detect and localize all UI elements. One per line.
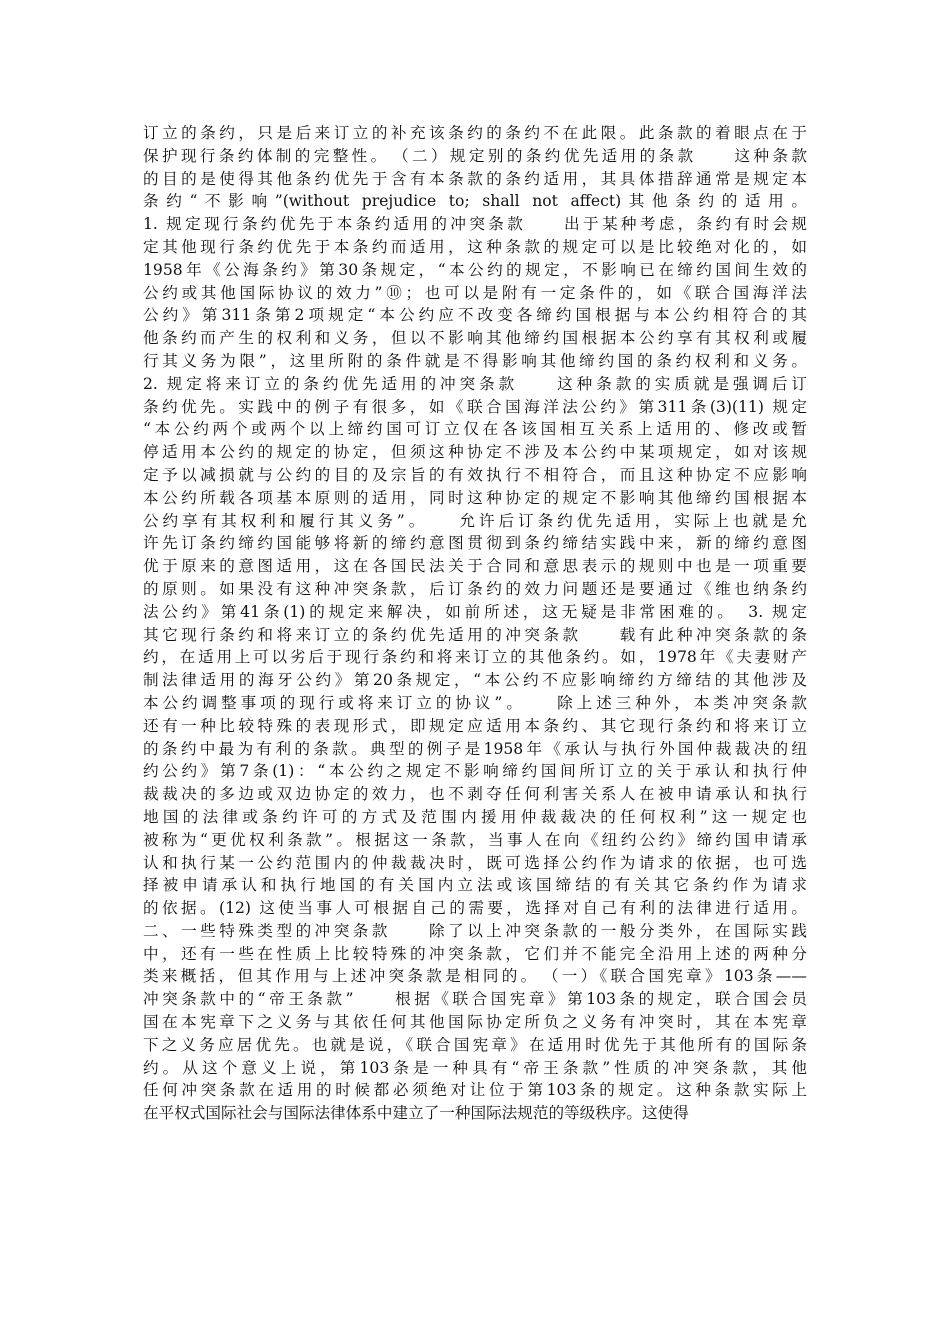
text-line: 被称为“更优权利条款”。根据这一条款，当事人在向《纽约公约》缔约国申请承 xyxy=(143,830,807,849)
text-line: 的目的是使得其他条约优先于含有本条款的条约适用，其具体措辞通常是规定本 xyxy=(143,169,807,188)
text-line: 定其他现行条约优先于本条约而适用，这种条款的规定可以是比较绝对化的，如 xyxy=(143,237,807,256)
text-line: 本公约所载各项基本原则的适用，同时这种协定的规定不影响其他缔约国根据本 xyxy=(143,488,807,507)
text-line: 条约优先。实践中的例子有很多，如《联合国海洋法公约》第311条(3)(11) 规定 xyxy=(143,397,807,416)
text-line: 冲突条款中的“帝王条款” 根据《联合国宪章》第103条的规定，联合国会员 xyxy=(143,990,807,1009)
text-line: 类来概括，但其作用与上述冲突条款是相同的。 （一）《联合国宪章》103条—— xyxy=(143,967,807,986)
text-line: 其它现行条约和将来订立的条约优先适用的冲突条款 载有此种冲突条款的条 xyxy=(143,625,807,644)
text-line: 公约享有其权利和履行其义务”。 允许后订条约优先适用，实际上也就是允 xyxy=(143,511,807,530)
text-line: 地国的法律或条约许可的方式及范围内援用仲裁裁决的任何权利”这一规定也 xyxy=(143,807,807,826)
text-line: 约，在适用上可以劣后于现行条约和将来订立的其他条约。如，1978年《夫妻财产 xyxy=(143,648,807,667)
text-line: 二、一些特殊类型的冲突条款 除了以上冲突条款的一般分类外，在国际实践 xyxy=(143,921,807,940)
text-line: 制法律适用的海牙公约》第20条规定，“本公约不应影响缔约方缔结的其他涉及 xyxy=(143,671,807,690)
text-line: 行其义务为限”，这里所附的条件就是不得影响其他缔约国的条约权利和义务。 xyxy=(143,351,807,370)
text-line: 2. 规定将来订立的条约优先适用的冲突条款 这种条款的实质就是强调后订 xyxy=(143,374,807,393)
text-line: 他条约而产生的权利和义务，但以不影响其他缔约国根据本公约享有其权利或履 xyxy=(143,329,807,348)
text-line: 订立的条约，只是后来订立的补充该条约的条约不在此限。此条款的着眼点在于 xyxy=(143,124,807,142)
text-line: 的原则。如果没有这种冲突条款，后订条约的效力问题还是要通过《维也纳条约 xyxy=(143,579,807,598)
text-line: 公约》第311条第2项规定“本公约应不改变各缔约国根据与本公约相符合的其 xyxy=(143,306,807,325)
body-text xyxy=(143,122,807,1125)
text-line: 约公约》第7条(1)：“本公约之规定不影响缔约国间所订立的关于承认和执行仲 xyxy=(143,762,807,781)
text-line: 的条约中最为有利的条款。典型的例子是1958年《承认与执行外国仲裁裁决的纽 xyxy=(143,739,807,758)
text-line: 还有一种比较特殊的表现形式，即规定应适用本条约、其它现行条约和将来订立 xyxy=(143,716,807,735)
text-line: 1. 规定现行条约优先于本条约适用的冲突条款 出于某种考虑，条约有时会规 xyxy=(143,215,807,234)
text-line: 优于原来的意图适用，这在各国民法关于合同和意思表示的规则中也是一项重要 xyxy=(143,557,807,576)
text-line: 任何冲突条款在适用的时候都必须绝对让位于第103条的规定。这种条款实际上 xyxy=(143,1081,807,1100)
text-line: 国在本宪章下之义务与其依任何其他国际协定所负之义务有冲突时，其在本宪章 xyxy=(143,1013,807,1032)
text-line: 裁裁决的多边或双边协定的效力，也不剥夺任何利害关系人在被申请承认和执行 xyxy=(143,785,807,804)
text-line: 中，还有一些在性质上比较特殊的冲突条款，它们并不能完全沿用上述的两种分 xyxy=(143,944,807,963)
text-line: 许先订条约缔约国能够将新的缔约意图贯彻到条约缔结实践中来，新的缔约意图 xyxy=(143,534,807,553)
text-line: 1958年《公海条约》第30条规定，“本公约的规定，不影响已在缔约国间生效的 xyxy=(143,260,807,279)
text-line: 定予以减损就与公约的目的及宗旨的有效执行不相符合，而且这种协定不应影响 xyxy=(143,465,807,484)
text-line: 在平权式国际社会与国际法律体系中建立了一种国际法规范的等级秩序。这使得 xyxy=(143,1104,689,1123)
text-line: 认和执行某一公约范围内的仲裁裁决时，既可选择公约作为请求的依据，也可选 xyxy=(143,853,807,872)
text-line: 约。从这个意义上说，第103条是一种具有“帝王条款”性质的冲突条款，其他 xyxy=(143,1058,807,1077)
text-line: 本公约调整事项的现行或将来订立的协议”。 除上述三种外，本类冲突条款 xyxy=(143,693,807,712)
text-line: 保护现行条约体制的完整性。 （二）规定别的条约优先适用的条款 这种条款 xyxy=(143,146,807,165)
text-line: 条约“不影响”(without prejudice to; shall not affect)其他条约的适用。 xyxy=(143,192,807,211)
text-line: 停适用本公约的规定的协定，但须这种协定不涉及本公约中某项规定，如对该规 xyxy=(143,443,807,462)
text-line: 择被申请承认和执行地国的有关国内立法或该国缔结的有关其它条约作为请求 xyxy=(143,876,807,895)
text-line: 法公约》第41条(1)的规定来解决，如前所述，这无疑是非常困难的。 3. 规定 xyxy=(143,602,807,621)
text-line: 的依据。(12) 这使当事人可根据自己的需要，选择对自己有利的法律进行适用。 xyxy=(143,899,807,918)
text-line: 下之义务应居优先。也就是说，《联合国宪章》在适用时优先于其他所有的国际条 xyxy=(143,1035,807,1054)
text-line: “本公约两个或两个以上缔约国可订立仅在各该国相互关系上适用的、修改或暂 xyxy=(143,420,807,439)
text-line: 公约或其他国际协议的效力”⑩；也可以是附有一定条件的，如《联合国海洋法 xyxy=(143,283,807,302)
